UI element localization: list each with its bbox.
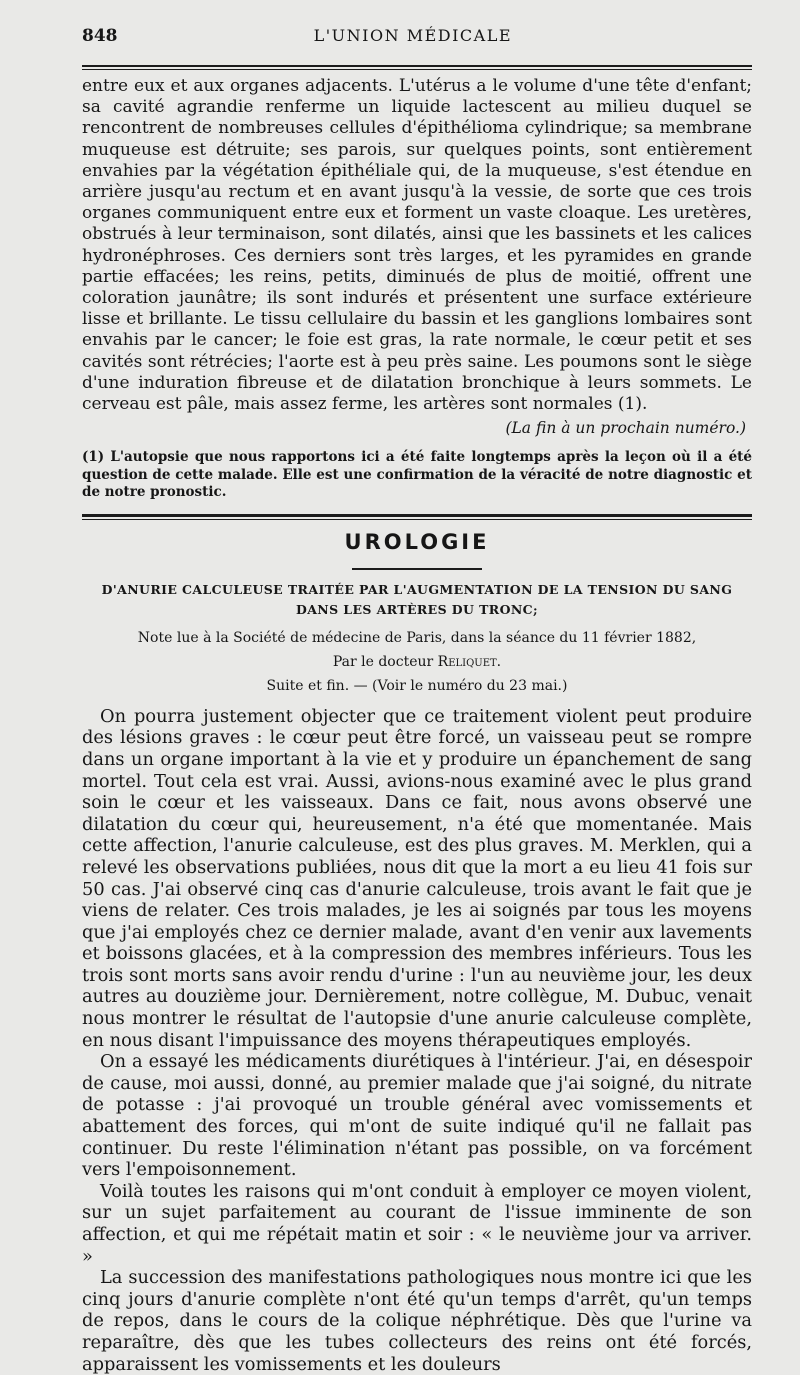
body-paragraph-4: La succession des manifestations pathologiques nous montre ici que les cinq jours d'anurie complète n'ont été qu'un temps d'arrêt, qu'un temps de repos, dans le cours de la colique néphrétique. Dès que l'urine va reparaître, dès que les tubes collecteurs des reins ont été forcés, apparaissent les vomissements et les douleurs xyxy=(82,1267,752,1375)
note-line: Note lue à la Société de médecine de Paris, dans la séance du 11 février 1882, xyxy=(137,629,697,646)
article-title-line-2: DANS LES ARTÈRES DU TRONC; xyxy=(295,601,539,617)
article-note xyxy=(82,626,752,698)
body-paragraph-2: On a essayé les médicaments diurétiques à l'intérieur. J'ai, en désespoir de cause, moi aussi, donné, au premier malade que j'ai soigné, du nitrate de potasse : j'ai provoqué un trouble général avec vomissements et abattement des forces, qui m'ont de suite indiqué qu'il ne fallait pas continuer. Du reste l'élimination n'étant pas possible, on va forcément vers l'empoisonnement. xyxy=(82,1051,752,1181)
article-title xyxy=(82,580,752,620)
continuation-note: (La fin à un prochain numéro.) xyxy=(505,419,746,438)
page-number: 848 xyxy=(82,26,118,46)
body-paragraph-1: On pourra justement objecter que ce traitement violent peut produire des lésions graves : le cœur peut être forcé, un vaisseau peut se rompre dans un organe important à la vie et y produire un épanchement de sang mortel. Tout cela est vrai. Aussi, avions-nous examiné avec le plus grand soin le cœur et les vaisseaux. Dans ce fait, nous avons observé une dilatation du cœur qui, heureusement, n'a été que momentanée. Mais cette affection, l'anurie calculeuse, est des plus graves. M. Merklen, qui a relevé les observations publiées, nous dit que la mort a eu lieu 41 fois sur 50 cas. J'ai observé cinq cas d'anurie calculeuse, trois avant le fait que je viens de relater. Ces trois malades, je les ai soignés par tous les moyens que j'ai employés chez ce dernier malade, avant d'en venir aux lavements et boissons glacées, et à la compression des membres inférieurs. Tous les trois sont morts sans avoir rendu d'urine : l'un au neuvième jour, les deux autres au douzième jour. Dernièrement, notre collègue, M. Dubuc, venait nous montrer le résultat de l'autopsie d'une anurie calculeuse complète, en nous disant l'impuissance des moyens thérapeutiques employés. xyxy=(82,705,752,1051)
page-header xyxy=(82,26,752,56)
article-title-line-1: D'ANURIE CALCULEUSE TRAITÉE PAR L'AUGMENTATION DE LA TENSION DU SANG xyxy=(101,581,733,597)
section-divider-thin xyxy=(82,519,752,520)
author-line xyxy=(82,650,752,674)
journal-title: L'UNION MÉDICALE xyxy=(313,26,512,45)
section-title: UROLOGIE xyxy=(344,529,490,554)
author-name: Reliquet. xyxy=(437,653,502,670)
section-title-rule xyxy=(352,568,482,570)
footnote: (1) L'autopsie que nous rapportons ici a été faite longtemps après la leçon où il a été question de cette malade. Elle est une confirmation de la véracité de notre diagnostic et de notre pronostic. xyxy=(82,449,752,501)
continued-line: Suite et fin. — (Voir le numéro du 23 mai.) xyxy=(266,677,568,694)
article-body xyxy=(82,706,752,1375)
header-rule xyxy=(82,65,752,67)
previous-article-text: entre eux et aux organes adjacents. L'utérus a le volume d'une tête d'enfant; sa cavité agrandie renferme un liquide lactescent au milieu duquel se rencontrent de nombreuses cellules d'épithélioma cylindrique; sa membrane muqueuse est détruite; ses parois, sur quelques points, sont entièrement envahies par la végétation épithéliale qui, de la muqueuse, s'est étendue en arrière jusqu'au rectum et en avant jusqu'à la vessie, de sorte que ces trois organes communiquent entre eux et forment un vaste cloaque. Les uretères, obstrués à leur terminaison, sont dilatés, ainsi que les bassinets et les calices hydronéphroses. Ces derniers sont très larges, et les pyramides en grande partie effacées; les reins, petits, diminués de plus de moitié, offrent une coloration jaunâtre; ils sont indurés et présentent une surface extérieure lisse et brillante. Le tissu cellulaire du bassin et les ganglions lombaires sont envahis par le cancer; le foie est gras, la rate normale, le cœur petit et ses cavités sont rétrécies; l'aorte est à peu près saine. Les poumons sont le siège d'une induration fibreuse et de dilatation bronchique à leurs sommets. Le cerveau est pâle, mais assez ferme, les artères sont normales (1). xyxy=(82,76,752,415)
section-divider xyxy=(82,514,752,517)
body-paragraph-3: Voilà toutes les raisons qui m'ont conduit à employer ce moyen violent, sur un sujet parfaitement au courant de l'issue imminente de son affection, et qui me répétait matin et soir : « le neuvième jour va arriver. » xyxy=(82,1180,752,1267)
header-rule-thin xyxy=(82,69,752,70)
author-prefix: Par le docteur xyxy=(332,653,434,670)
